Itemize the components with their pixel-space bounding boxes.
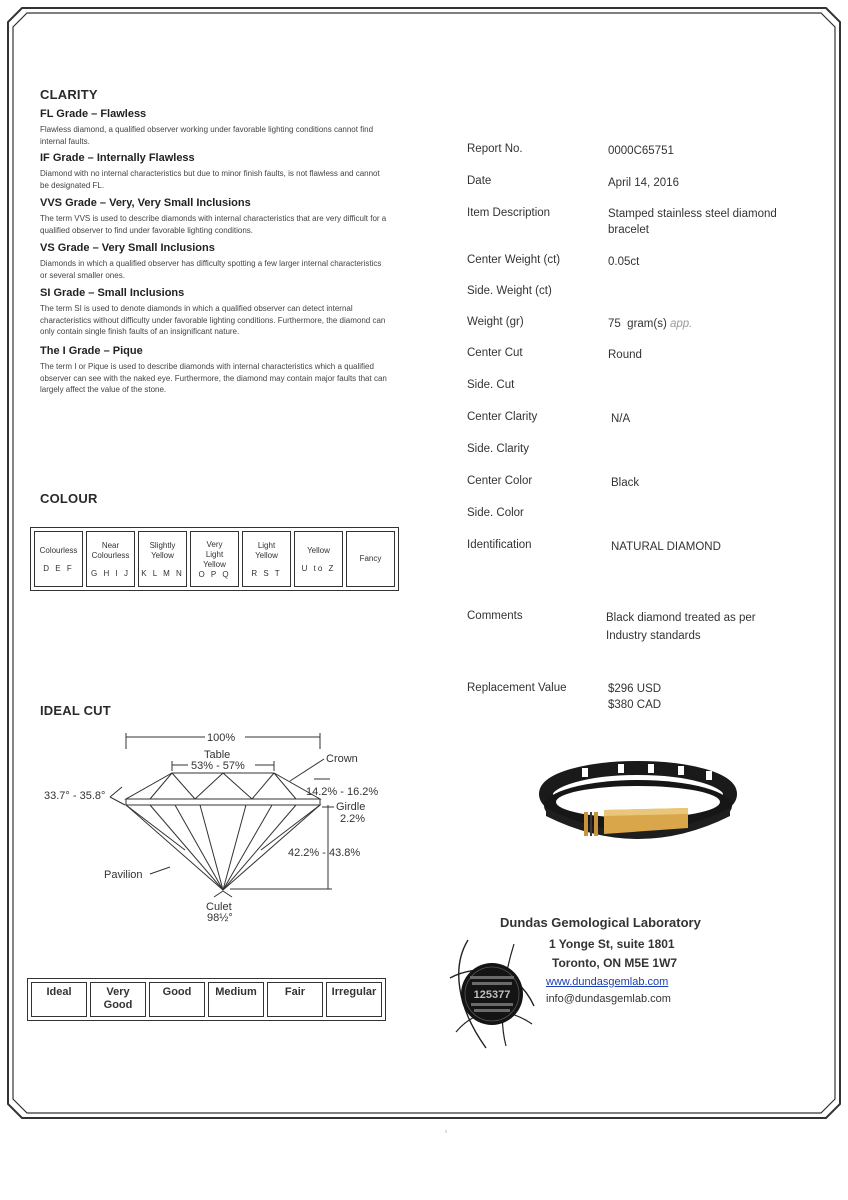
colour-cell-codes: U to Z bbox=[301, 563, 336, 573]
cut-grade-ideal bbox=[31, 982, 87, 1017]
cut-grade-good bbox=[149, 982, 205, 1017]
colour-cell-label: Yellow bbox=[307, 545, 330, 555]
center-clarity-label: Center Clarity bbox=[467, 411, 538, 423]
cut-grade-label: Good bbox=[162, 986, 192, 998]
comments-line: Industry standards bbox=[606, 630, 701, 642]
ideal-cut-title: IDEAL CUT bbox=[40, 703, 111, 718]
center-weight-value: 0.05ct bbox=[608, 256, 640, 268]
colour-cell-label: Colourless bbox=[39, 545, 78, 555]
weight-note: app. bbox=[670, 318, 693, 330]
replacement-value-label: Replacement Value bbox=[467, 682, 567, 694]
item-description-line: bracelet bbox=[608, 224, 649, 236]
seal-number: 125377 bbox=[473, 989, 511, 1001]
culet-value: 98½° bbox=[207, 912, 233, 924]
colour-cell-label: Very bbox=[206, 539, 223, 549]
identification-value: NATURAL DIAMOND bbox=[611, 541, 721, 553]
bracelet-image bbox=[538, 758, 738, 840]
grade-vvs-title: VVS Grade – Very, Very Small Inclusions bbox=[40, 197, 251, 209]
center-color-label: Center Color bbox=[467, 475, 533, 487]
colour-cell-label: Yellow bbox=[203, 559, 226, 569]
cut-grade-fair bbox=[267, 982, 323, 1017]
colour-cell-fancy bbox=[346, 531, 395, 587]
crown-height-label: 14.2% - 16.2% bbox=[306, 786, 379, 798]
comments-line: Black diamond treated as per bbox=[606, 612, 756, 624]
cut-grade-medium bbox=[208, 982, 264, 1017]
grade-fl-title: FL Grade – Flawless bbox=[40, 108, 147, 120]
colour-cell-codes: D E F bbox=[43, 563, 74, 573]
colour-cell-label: Yellow bbox=[255, 550, 278, 560]
weight-label: Weight (gr) bbox=[467, 316, 524, 328]
diamond-proportions-diagram bbox=[30, 725, 400, 925]
grade-si-title: SI Grade – Small Inclusions bbox=[40, 287, 185, 299]
colour-cell-codes: O P Q bbox=[198, 569, 231, 579]
report-no-label: Report No. bbox=[467, 143, 523, 155]
center-weight-label: Center Weight (ct) bbox=[467, 254, 561, 266]
total-width-label: 100% bbox=[207, 732, 236, 744]
replacement-value bbox=[608, 681, 818, 713]
colour-cell-light-yellow bbox=[242, 531, 291, 587]
grade-vs-title: VS Grade – Very Small Inclusions bbox=[40, 242, 215, 254]
center-color-value: Black bbox=[611, 477, 640, 489]
authenticity-seal bbox=[446, 936, 538, 1052]
colour-cell-label: Slightly bbox=[149, 540, 176, 550]
cut-grade-table bbox=[27, 978, 386, 1021]
colour-title: COLOUR bbox=[40, 491, 98, 506]
grade-if-title: IF Grade – Internally Flawless bbox=[40, 152, 195, 164]
colour-cell-label: Light bbox=[257, 540, 276, 550]
colour-cell-yellow bbox=[294, 531, 343, 587]
crown-angle-label: 33.7° - 35.8° bbox=[44, 790, 106, 802]
colour-cell-very-light-yellow bbox=[190, 531, 239, 587]
replacement-cad: $380 CAD bbox=[608, 699, 662, 711]
replacement-usd: $296 USD bbox=[608, 683, 662, 695]
table-label: Table bbox=[204, 749, 231, 761]
center-cut-value: Round bbox=[608, 349, 642, 361]
weight-amount: 75 gram(s) bbox=[608, 318, 667, 330]
girdle-label: Girdle bbox=[336, 801, 366, 813]
item-description-line: Stamped stainless steel diamond bbox=[608, 208, 777, 220]
colour-cell-codes: K L M N bbox=[141, 568, 184, 578]
cut-grade-label: Very bbox=[106, 986, 130, 998]
lab-address-line2: Toronto, ON M5E 1W7 bbox=[552, 956, 678, 970]
grade-si-desc: The term SI is used to denote diamonds in which a qualified observer can detect internal characteristics without difficulty under favorable lighting conditions. Furthermore, the diamond can only contain single finish faults of an insignificant nature. bbox=[40, 304, 386, 336]
colour-cell-codes: G H I J bbox=[91, 568, 130, 578]
cut-grade-label: Irregular bbox=[331, 986, 377, 998]
grade-i-title: The I Grade – Pique bbox=[40, 345, 143, 357]
grade-vs-desc: Diamonds in which a qualified observer has difficulty spotting a few larger internal characteristics or several smaller ones. bbox=[40, 259, 382, 280]
date-value: April 14, 2016 bbox=[608, 177, 679, 189]
colour-grade-table bbox=[30, 527, 399, 591]
center-cut-label: Center Cut bbox=[467, 347, 523, 359]
item-description-value bbox=[608, 206, 818, 238]
lab-email: info@dundasgemlab.com bbox=[546, 993, 671, 1005]
girdle-value: 2.2% bbox=[340, 813, 366, 825]
colour-cell-label: Yellow bbox=[151, 550, 174, 560]
center-clarity-value: N/A bbox=[611, 413, 631, 425]
lab-website-link[interactable]: www.dundasgemlab.com bbox=[546, 976, 669, 988]
grade-i-desc: The term I or Pique is used to describe diamonds with internal characteristics which a qualified observer can see with the naked eye. Furthermore, the diamond may contain major faults that can largely affect the value of the stone. bbox=[40, 362, 387, 394]
colour-cell-label: Fancy bbox=[359, 554, 382, 563]
weight-value bbox=[608, 316, 818, 332]
cut-grade-irregular bbox=[326, 982, 382, 1017]
cut-grade-label: Medium bbox=[215, 986, 257, 998]
colour-cell-label: Light bbox=[205, 549, 224, 559]
side-cut-label: Side. Cut bbox=[467, 379, 515, 391]
culet-label: Culet bbox=[206, 901, 232, 913]
pavilion-depth-label: 42.2% - 43.8% bbox=[288, 847, 361, 859]
cut-grade-label: Ideal bbox=[46, 986, 72, 998]
lab-name: Dundas Gemological Laboratory bbox=[500, 915, 701, 930]
side-weight-label: Side. Weight (ct) bbox=[467, 285, 552, 297]
pavilion-label: Pavilion bbox=[104, 869, 143, 881]
colour-cell-codes: R S T bbox=[251, 568, 282, 578]
colour-cell-near-colourless bbox=[86, 531, 135, 587]
comments-value bbox=[606, 610, 816, 644]
grade-if-desc: Diamond with no internal characteristics but due to minor finish faults, is not flawless and cannot be designated FL. bbox=[40, 169, 380, 190]
table-range-label: 53% - 57% bbox=[191, 760, 245, 772]
colour-cell-slightly-yellow bbox=[138, 531, 187, 587]
lab-address-line1: 1 Yonge St, suite 1801 bbox=[549, 937, 675, 951]
cut-grade-label: Fair bbox=[284, 986, 306, 998]
comments-label: Comments bbox=[467, 610, 523, 622]
identification-label: Identification bbox=[467, 539, 532, 551]
side-color-label: Side. Color bbox=[467, 507, 524, 519]
crown-label: Crown bbox=[326, 753, 358, 765]
cut-grade-label: Good bbox=[103, 999, 133, 1011]
cut-grade-very-good bbox=[90, 982, 146, 1017]
colour-cell-label: Near bbox=[101, 540, 120, 550]
colour-cell-label: Colourless bbox=[91, 550, 130, 560]
date-label: Date bbox=[467, 175, 492, 187]
item-description-label: Item Description bbox=[467, 207, 551, 219]
side-clarity-label: Side. Clarity bbox=[467, 443, 529, 455]
grade-vvs-desc: The term VVS is used to describe diamonds with internal characteristics that are very difficult for a qualified observer to find under favorable lighting conditions. bbox=[40, 214, 387, 235]
grade-fl-desc: Flawless diamond, a qualified observer working under favorable lighting conditions cannot find internal faults. bbox=[40, 125, 374, 146]
report-no-value: 0000C65751 bbox=[608, 145, 674, 157]
colour-cell-colourless bbox=[34, 531, 83, 587]
clarity-title: CLARITY bbox=[40, 87, 98, 102]
